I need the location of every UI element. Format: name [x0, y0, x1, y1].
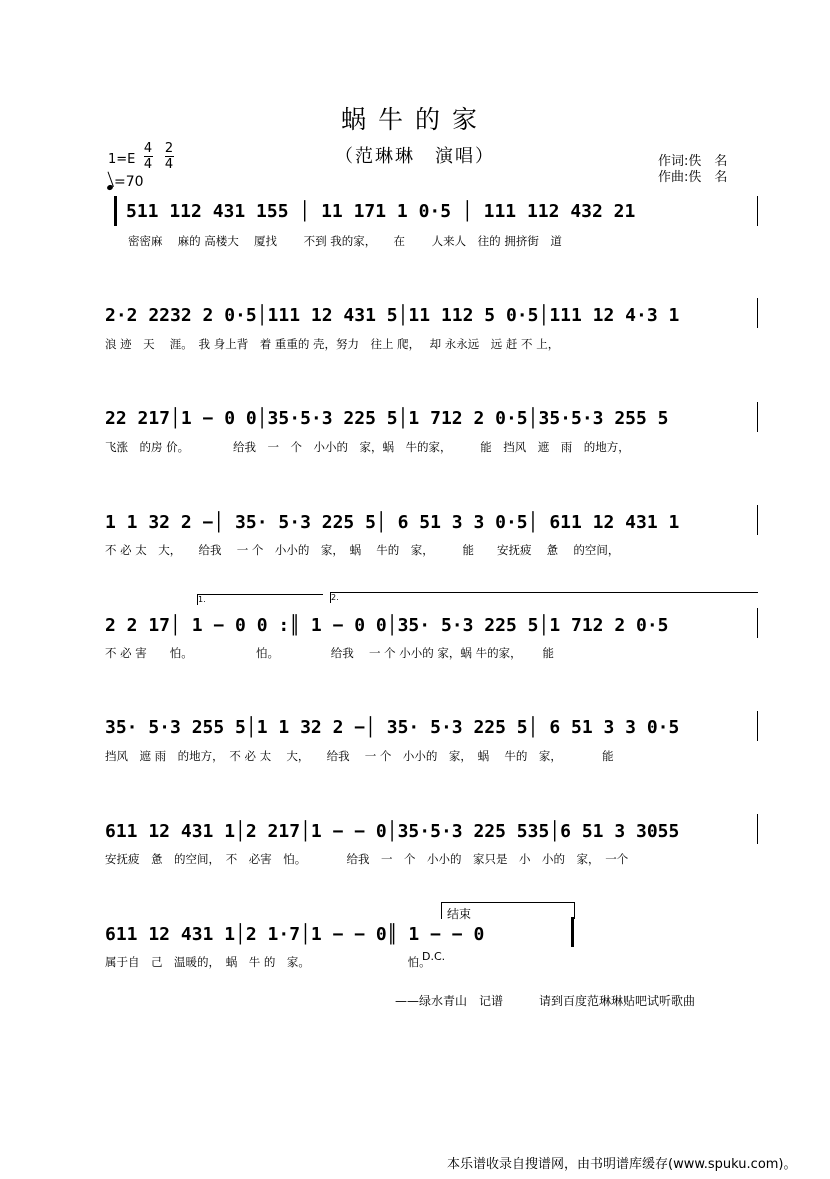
score-system-5-lyrics: 不 必 害 怕。 怕。 给我 一 个 小小的 家，蜗 牛的家， 能 — [105, 646, 554, 660]
time-signature-1-bottom: 4 — [143, 157, 153, 172]
score-system-7-lyrics: 安抚疲 惫 的空间， 不 必害 怕。 给我 一 个 小小的 家只是 小 小的 家， 一个 — [105, 852, 629, 866]
time-signature-2-top: 2 — [164, 141, 174, 156]
time-signature-2-bottom: 4 — [164, 157, 174, 172]
source-note: 本乐谱收录自搜谱网，由书明谱库缓存(www.spuku.com)。 — [447, 1157, 797, 1172]
transcriber-note: ——绿水青山 记谱 请到百度范琳琳贴吧试听歌曲 — [395, 994, 696, 1008]
score-system-6-notes: 35· 5·3 255 5│1 1 32 2 −│ 35· 5·3 225 5│ 6 51 3 3 0·5 — [105, 717, 680, 738]
bar-line — [757, 298, 758, 328]
score-system-1-lyrics: 密密麻 麻的 高楼大 厦找 不到 我的家， 在 人来人 往的 拥挤街 道 — [128, 234, 562, 248]
volta-first-label: 1. — [198, 595, 206, 604]
score-system-8-lyrics: 属于自 己 温暖的， 蜗 牛 的 家。 怕。 — [105, 955, 431, 969]
score-system-8-notes: 611 12 431 1│2 1·7│1 − − 0║ 1 − − 0 — [105, 924, 485, 945]
quarter-note-icon — [106, 184, 113, 191]
volta-second-ending — [330, 592, 758, 603]
fine-label: 结束 — [447, 907, 472, 921]
key-signature: 1=E — [108, 152, 136, 167]
tempo-value: =70 — [114, 174, 144, 190]
bar-line — [757, 505, 758, 535]
time-signature-1 — [143, 142, 153, 171]
score-system-6-lyrics: 挡风 遮 雨 的地方， 不 必 太 大， 给我 一 个 小小的 家， 蜗 牛的 家， 能 — [105, 749, 614, 763]
bar-line — [757, 711, 758, 741]
dc-marking: D.C. — [422, 950, 446, 963]
time-signature-2 — [164, 142, 174, 171]
start-repeat-bar — [114, 196, 117, 226]
score-system-4-notes: 1 1 32 2 −│ 35· 5·3 225 5│ 6 51 3 3 0·5│ 611 12 431 1 — [105, 512, 680, 533]
bar-line — [757, 402, 758, 432]
tempo-marking — [107, 174, 144, 190]
score-system-2-lyrics: 浪 迹 天 涯。 我 身上背 着 重重的 壳，努力 往上 爬， 却 永永远 远 赶 不 上， — [105, 337, 560, 351]
page-title: 蜗牛的家 — [340, 105, 489, 134]
score-system-3-lyrics: 飞涨 的房 价。 给我 一 个 小小的 家，蜗 牛的家， 能 挡风 遮 雨 的地方， — [105, 440, 630, 454]
time-signature-1-top: 4 — [143, 141, 153, 156]
score-system-4-lyrics: 不 必 太 大， 给我 一 个 小小的 家， 蜗 牛的 家， 能 安抚疲 惫 的空间， — [105, 543, 620, 557]
final-bar — [571, 917, 574, 947]
lyricist-credit: 作词:佚 名 — [658, 154, 728, 169]
score-system-7-notes: 611 12 431 1│2 217│1 − − 0│35·5·3 225 535│6 51 3 3055 — [105, 821, 680, 842]
score-system-5-notes: 2 2 17│ 1 − 0 0 :║ 1 − 0 0│35· 5·3 225 5│1 712 2 0·5 — [105, 615, 669, 636]
performer-subtitle: （范琳琳 演唱） — [335, 146, 495, 167]
volta-first-ending — [197, 594, 323, 605]
score-system-2-notes: 2·2 2232 2 0·5│111 12 431 5│11 112 5 0·5│111 12 4·3 1 — [105, 305, 680, 326]
score-system-1-notes: 511 112 431 155 │ 11 171 1 0·5 │ 111 112 432 21 — [126, 201, 636, 222]
bar-line — [757, 814, 758, 844]
score-system-3-notes: 22 217│1 − 0 0│35·5·3 225 5│1 712 2 0·5│35·5·3 255 5 — [105, 408, 669, 429]
bar-line — [757, 196, 758, 226]
composer-credit: 作曲:佚 名 — [658, 170, 728, 185]
bar-line — [757, 608, 758, 638]
volta-second-label: 2. — [331, 593, 339, 602]
